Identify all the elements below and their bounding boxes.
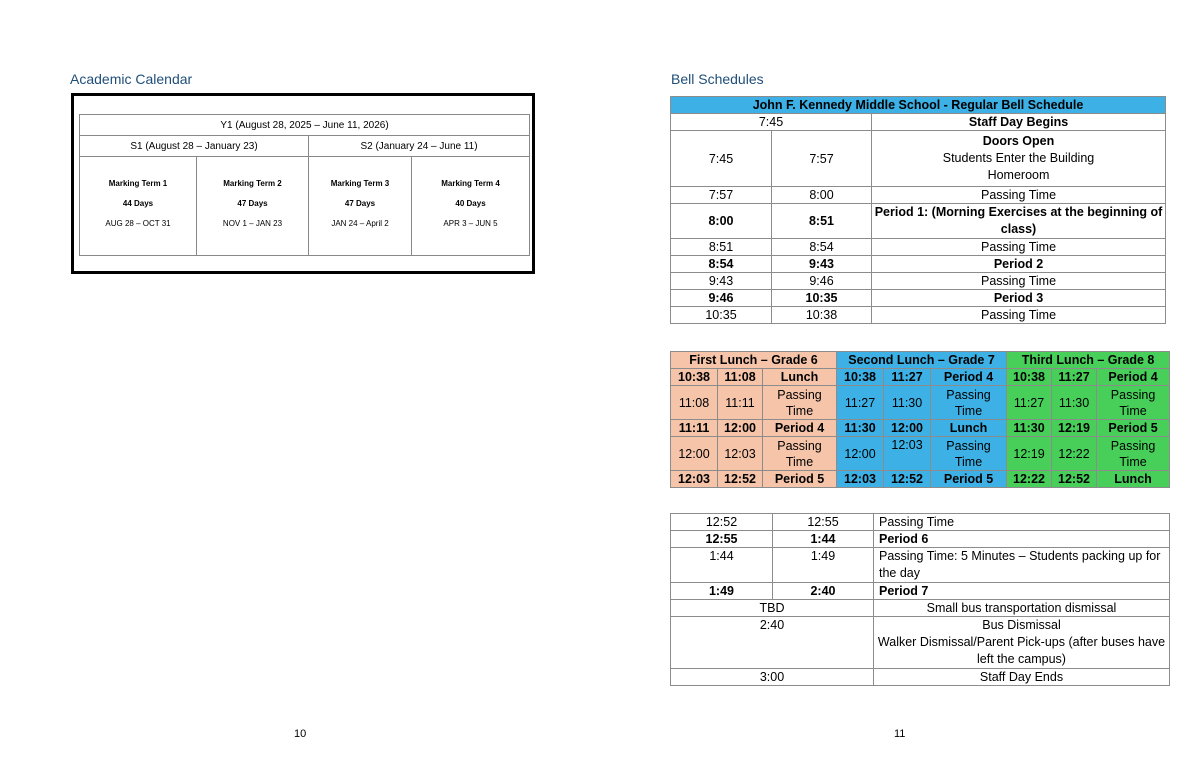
staff-begin-label: Staff Day Begins xyxy=(872,114,1166,131)
tbd-time: TBD xyxy=(671,600,874,617)
regular-bell-schedule-table xyxy=(670,96,1166,324)
lunch-cell: 12:03 xyxy=(718,437,763,471)
row-label: Period 3 xyxy=(872,290,1166,307)
lunch-cell: 11:08 xyxy=(671,386,718,420)
row-label: Passing Time xyxy=(872,273,1166,290)
lunch-cell: 12:19 xyxy=(1007,437,1052,471)
students-enter-text: Students Enter the Building xyxy=(942,151,1095,165)
row-end: 1:49 xyxy=(773,548,874,583)
page-number-right: 11 xyxy=(894,728,906,740)
first-lunch-header: First Lunch – Grade 6 xyxy=(671,352,837,369)
second-lunch-header: Second Lunch – Grade 7 xyxy=(837,352,1007,369)
row-start: 1:44 xyxy=(671,548,773,583)
lunch-cell: Period 4 xyxy=(763,420,837,437)
lunch-cell: Lunch xyxy=(763,369,837,386)
third-lunch-header: Third Lunch – Grade 8 xyxy=(1007,352,1170,369)
row-end: 2:40 xyxy=(773,583,874,600)
dismissal-time: 2:40 xyxy=(671,617,874,669)
term-range: APR 3 – JUN 5 xyxy=(443,219,498,228)
doors-label xyxy=(872,131,1166,187)
row-start: 12:52 xyxy=(671,514,773,531)
term-days: 47 Days xyxy=(237,199,268,208)
row-end: 9:43 xyxy=(772,256,872,273)
lunch-cell: 11:30 xyxy=(1007,420,1052,437)
row-start: 9:46 xyxy=(671,290,772,307)
homeroom-text: Homeroom xyxy=(987,168,1050,182)
lunch-cell: Period 5 xyxy=(1097,420,1170,437)
row-start: 1:49 xyxy=(671,583,773,600)
lunch-cell: Passing Time xyxy=(931,386,1007,420)
year-cell: Y1 (August 28, 2025 – June 11, 2026) xyxy=(80,115,530,136)
lunch-cell: Lunch xyxy=(1097,471,1170,488)
row-label: Period 6 xyxy=(874,531,1170,548)
term-2-cell xyxy=(197,157,309,256)
walker-dismissal-text: Walker Dismissal/Parent Pick-ups (after buses have left the campus) xyxy=(877,635,1166,666)
lunch-cell: 12:52 xyxy=(1052,471,1097,488)
term-name: Marking Term 4 xyxy=(441,179,500,188)
term-name: Marking Term 2 xyxy=(223,179,282,188)
term-name: Marking Term 1 xyxy=(108,179,168,188)
lunch-cell: Period 4 xyxy=(931,369,1007,386)
lunch-cell: 12:00 xyxy=(884,420,931,437)
term-range: AUG 28 – OCT 31 xyxy=(105,219,171,228)
lunch-cell: Lunch xyxy=(931,420,1007,437)
lunch-cell: 12:22 xyxy=(1007,471,1052,488)
bell-schedules-heading: Bell Schedules xyxy=(671,71,764,87)
academic-calendar-box xyxy=(71,93,535,274)
row-start: 8:51 xyxy=(671,239,772,256)
lunch-cell: Passing Time xyxy=(931,437,1007,471)
lunch-cell: Passing Time xyxy=(763,437,837,471)
lunch-cell: 11:30 xyxy=(884,386,931,420)
lunch-cell: Passing Time xyxy=(1097,437,1170,471)
academic-calendar-table xyxy=(79,114,530,256)
row-start: 8:00 xyxy=(671,204,772,239)
row-end: 12:55 xyxy=(773,514,874,531)
doors-open-text: Doors Open xyxy=(982,134,1055,148)
staff-begin-time: 7:45 xyxy=(671,114,872,131)
schedule-title: John F. Kennedy Middle School - Regular Bell Schedule xyxy=(671,97,1166,114)
term-1-cell xyxy=(80,157,197,256)
row-start: 9:43 xyxy=(671,273,772,290)
lunch-cell: 10:38 xyxy=(671,369,718,386)
doors-start: 7:45 xyxy=(671,131,772,187)
lunch-cell: 11:27 xyxy=(884,369,931,386)
lunch-cell: 12:03 xyxy=(837,471,884,488)
lunch-cell: 11:11 xyxy=(718,386,763,420)
row-end: 10:35 xyxy=(772,290,872,307)
row-end: 8:00 xyxy=(772,187,872,204)
row-label: Passing Time xyxy=(872,307,1166,324)
lunch-cell: Passing Time xyxy=(763,386,837,420)
lunch-schedule-table xyxy=(670,351,1170,488)
page-number-left: 10 xyxy=(294,728,307,740)
lunch-cell: 10:38 xyxy=(1007,369,1052,386)
term-name: Marking Term 3 xyxy=(330,179,390,188)
lunch-cell: 12:03 xyxy=(671,471,718,488)
lunch-cell: 12:03 xyxy=(884,437,931,471)
afternoon-schedule-table xyxy=(670,513,1170,686)
lunch-cell: 12:52 xyxy=(718,471,763,488)
lunch-cell: 11:27 xyxy=(1052,369,1097,386)
doors-end: 7:57 xyxy=(772,131,872,187)
row-end: 8:54 xyxy=(772,239,872,256)
lunch-cell: 12:52 xyxy=(884,471,931,488)
row-end: 10:38 xyxy=(772,307,872,324)
end-time: 3:00 xyxy=(671,669,874,686)
row-start: 8:54 xyxy=(671,256,772,273)
lunch-cell: 11:08 xyxy=(718,369,763,386)
lunch-cell: 12:19 xyxy=(1052,420,1097,437)
row-start: 12:55 xyxy=(671,531,773,548)
row-label: Passing Time xyxy=(872,187,1166,204)
lunch-cell: 11:11 xyxy=(671,420,718,437)
lunch-cell: 11:27 xyxy=(837,386,884,420)
lunch-cell: 11:27 xyxy=(1007,386,1052,420)
lunch-cell: Period 5 xyxy=(931,471,1007,488)
semester-1-cell: S1 (August 28 – January 23) xyxy=(80,136,309,157)
tbd-label: Small bus transportation dismissal xyxy=(874,600,1170,617)
term-range: NOV 1 – JAN 23 xyxy=(222,219,283,228)
lunch-cell: Passing Time xyxy=(1097,386,1170,420)
term-4-cell xyxy=(412,157,530,256)
lunch-cell: Period 4 xyxy=(1097,369,1170,386)
lunch-cell: 12:00 xyxy=(671,437,718,471)
term-3-cell xyxy=(309,157,412,256)
lunch-cell: Period 5 xyxy=(763,471,837,488)
end-label: Staff Day Ends xyxy=(874,669,1170,686)
term-days: 40 Days xyxy=(455,199,486,208)
row-label: Passing Time xyxy=(874,514,1170,531)
lunch-cell: 12:00 xyxy=(837,437,884,471)
lunch-cell: 11:30 xyxy=(1052,386,1097,420)
row-label: Passing Time xyxy=(872,239,1166,256)
term-range: JAN 24 – April 2 xyxy=(331,219,389,228)
lunch-cell: 10:38 xyxy=(837,369,884,386)
bus-dismissal-text: Bus Dismissal xyxy=(982,618,1061,632)
row-start: 10:35 xyxy=(671,307,772,324)
row-label: Period 1: (Morning Exercises at the beginning of class) xyxy=(872,204,1166,239)
term-days: 47 Days xyxy=(344,199,376,208)
row-label: Period 7 xyxy=(874,583,1170,600)
row-label: Period 2 xyxy=(872,256,1166,273)
row-end: 1:44 xyxy=(773,531,874,548)
dismissal-label xyxy=(874,617,1170,669)
lunch-cell: 12:22 xyxy=(1052,437,1097,471)
academic-calendar-heading: Academic Calendar xyxy=(70,71,193,87)
semester-2-cell: S2 (January 24 – June 11) xyxy=(309,136,530,157)
row-start: 7:57 xyxy=(671,187,772,204)
term-days: 44 Days xyxy=(122,199,154,208)
row-end: 9:46 xyxy=(772,273,872,290)
row-end: 8:51 xyxy=(772,204,872,239)
lunch-cell: 12:00 xyxy=(718,420,763,437)
row-label: Passing Time: 5 Minutes – Students packing up for the day xyxy=(874,548,1170,583)
lunch-cell: 11:30 xyxy=(837,420,884,437)
